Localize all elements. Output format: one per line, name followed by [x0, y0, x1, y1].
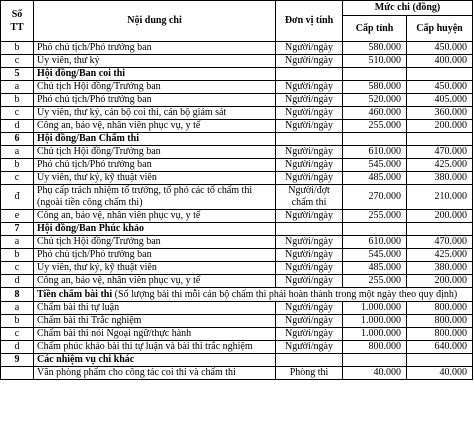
- section-title: [34, 288, 473, 302]
- header-level: Mức chi (đồng): [343, 1, 473, 16]
- row-stt: b: [1, 159, 34, 172]
- header-province: Cấp tỉnh: [343, 16, 407, 42]
- row-description: Công an, bảo vệ, nhân viên phục vụ, y tế: [34, 275, 276, 288]
- row-district: [407, 354, 473, 367]
- table-row: [1, 249, 473, 262]
- table-row: [1, 354, 473, 367]
- table-row: [1, 236, 473, 249]
- table-row: [1, 262, 473, 275]
- table-row: [1, 120, 473, 133]
- row-province: 1.000.000: [343, 315, 407, 328]
- row-unit: Người/ngày: [276, 341, 343, 354]
- row-district: 210.000: [407, 185, 473, 210]
- row-unit: Người/ngày: [276, 146, 343, 159]
- table-row: [1, 288, 473, 302]
- row-province: 800.000: [343, 341, 407, 354]
- row-province: 610.000: [343, 236, 407, 249]
- row-district: 640.000: [407, 341, 473, 354]
- table-row: [1, 159, 473, 172]
- row-stt: d: [1, 275, 34, 288]
- row-unit: Người/ngày: [276, 172, 343, 185]
- row-unit: [276, 223, 343, 236]
- table-row: [1, 133, 473, 146]
- row-province: 520.000: [343, 94, 407, 107]
- row-description: Chủ tịch Hội đồng/Trưởng ban: [34, 146, 276, 159]
- row-description: Ủy viên, thư ký, kỹ thuật viên: [34, 262, 276, 275]
- row-province: 255.000: [343, 210, 407, 223]
- row-stt: b: [1, 94, 34, 107]
- row-stt: c: [1, 107, 34, 120]
- row-description: Chấm bài thi tự luận: [34, 302, 276, 315]
- row-district: 380.000: [407, 172, 473, 185]
- table-row: [1, 328, 473, 341]
- section-title: Hội đồng/Ban Phúc khảo: [34, 223, 276, 236]
- row-district: [407, 223, 473, 236]
- row-unit: Người/ngày: [276, 159, 343, 172]
- row-province: 485.000: [343, 262, 407, 275]
- row-stt: 9: [1, 354, 34, 367]
- row-district: 470.000: [407, 146, 473, 159]
- row-unit: Người/ngày: [276, 328, 343, 341]
- row-province: 545.000: [343, 249, 407, 262]
- section-title-note: (Số lượng bài thi mỗi cán bộ chấm thi phải hoàn thành trong một ngày theo quy định): [112, 289, 458, 300]
- row-description: Ủy viên, thư ký, kỹ thuật viên: [34, 172, 276, 185]
- row-unit: Người/ngày: [276, 236, 343, 249]
- table-row: [1, 223, 473, 236]
- row-province: 460.000: [343, 107, 407, 120]
- row-unit: Người/ngày: [276, 302, 343, 315]
- row-description: Chủ tịch Hội đồng/Trưởng ban: [34, 236, 276, 249]
- row-province: 255.000: [343, 275, 407, 288]
- row-district: 425.000: [407, 249, 473, 262]
- row-district: 800.000: [407, 315, 473, 328]
- row-stt: b: [1, 42, 34, 55]
- row-district: 380.000: [407, 262, 473, 275]
- row-province: 510.000: [343, 55, 407, 68]
- section-title: Hội đồng/Ban Chấm thi: [34, 133, 276, 146]
- row-description: Phó chủ tịch/Phó trưởng ban: [34, 159, 276, 172]
- row-province: 580.000: [343, 42, 407, 55]
- row-stt: 5: [1, 68, 34, 81]
- row-district: 450.000: [407, 81, 473, 94]
- row-district: [407, 68, 473, 81]
- row-province: [343, 354, 407, 367]
- row-district: 200.000: [407, 120, 473, 133]
- row-description: Ủy viên, thư ký: [34, 55, 276, 68]
- row-district: 360.000: [407, 107, 473, 120]
- row-stt: c: [1, 55, 34, 68]
- row-district: 400.000: [407, 55, 473, 68]
- row-description: Chấm phúc khảo bài thi tự luận và bài thi trắc nghiệm: [34, 341, 276, 354]
- row-district: 800.000: [407, 302, 473, 315]
- header-district: Cấp huyện: [407, 16, 473, 42]
- row-description: Công an, bảo vệ, nhân viên phục vụ, y tế: [34, 120, 276, 133]
- row-unit: Người/ngày: [276, 120, 343, 133]
- table-row: [1, 42, 473, 55]
- row-province: 40.000: [343, 367, 407, 380]
- row-stt: a: [1, 236, 34, 249]
- row-stt: [1, 367, 34, 380]
- row-description: Phó chủ tịch/Phó trưởng ban: [34, 249, 276, 262]
- row-stt: e: [1, 210, 34, 223]
- header-unit: Đơn vị tính: [276, 1, 343, 42]
- row-stt: c: [1, 328, 34, 341]
- row-province: 580.000: [343, 81, 407, 94]
- row-unit: Người/ngày: [276, 42, 343, 55]
- row-stt: đ: [1, 185, 34, 210]
- table-body: [1, 42, 473, 380]
- row-province: [343, 68, 407, 81]
- row-province: [343, 133, 407, 146]
- table-row: [1, 94, 473, 107]
- row-district: 200.000: [407, 210, 473, 223]
- row-stt: b: [1, 249, 34, 262]
- table-row: [1, 302, 473, 315]
- row-province: 270.000: [343, 185, 407, 210]
- row-stt: 6: [1, 133, 34, 146]
- row-unit: Người/ngày: [276, 81, 343, 94]
- row-unit: Người/ngày: [276, 262, 343, 275]
- row-stt: c: [1, 262, 34, 275]
- section-title-bold: Tiền chấm bài thi: [37, 289, 113, 300]
- row-district: 405.000: [407, 94, 473, 107]
- row-province: [343, 223, 407, 236]
- row-district: 470.000: [407, 236, 473, 249]
- row-province: 545.000: [343, 159, 407, 172]
- row-stt: d: [1, 120, 34, 133]
- row-description: Ủy viên, thư ký, cán bộ coi thi, cán bộ giám sát: [34, 107, 276, 120]
- row-unit: Người/ngày: [276, 107, 343, 120]
- section-title: Hội đồng/Ban coi thi: [34, 68, 276, 81]
- row-stt: b: [1, 315, 34, 328]
- row-district: 800.000: [407, 328, 473, 341]
- header-content: Nội dung chi: [34, 1, 276, 42]
- row-stt: c: [1, 172, 34, 185]
- row-province: 255.000: [343, 120, 407, 133]
- table-row: [1, 315, 473, 328]
- row-stt: a: [1, 81, 34, 94]
- row-district: 40.000: [407, 367, 473, 380]
- row-district: 425.000: [407, 159, 473, 172]
- row-province: 1.000.000: [343, 328, 407, 341]
- row-description: Chấm bài thi nói Ngoại ngữ/thực hành: [34, 328, 276, 341]
- row-district: 200.000: [407, 275, 473, 288]
- row-province: 1.000.000: [343, 302, 407, 315]
- table-row: [1, 341, 473, 354]
- row-stt: a: [1, 146, 34, 159]
- row-description: Phó chủ tịch/Phó trưởng ban: [34, 42, 276, 55]
- row-unit: Người/ngày: [276, 55, 343, 68]
- row-unit: Người/ngày: [276, 249, 343, 262]
- row-description: Phụ cấp trách nhiệm tổ trưởng, tổ phó các tổ chấm thi (ngoài tiền công chấm thi): [34, 185, 276, 210]
- row-stt: d: [1, 341, 34, 354]
- row-unit: Người/ngày: [276, 210, 343, 223]
- table-row: [1, 55, 473, 68]
- table-row: [1, 172, 473, 185]
- row-district: 450.000: [407, 42, 473, 55]
- row-description: Văn phòng phẩm cho công tác coi thi và chấm thi: [34, 367, 276, 380]
- header-stt: Số TT: [1, 1, 34, 42]
- row-description: Chấm bài thi Trắc nghiệm: [34, 315, 276, 328]
- row-unit: Người/đợt chấm thi: [276, 185, 343, 210]
- table-row: [1, 367, 473, 380]
- row-unit: Người/ngày: [276, 315, 343, 328]
- row-province: 610.000: [343, 146, 407, 159]
- row-unit: [276, 354, 343, 367]
- row-district: [407, 133, 473, 146]
- table-row: [1, 146, 473, 159]
- row-unit: Phòng thi: [276, 367, 343, 380]
- table-row: [1, 68, 473, 81]
- row-stt: 7: [1, 223, 34, 236]
- table-row: [1, 275, 473, 288]
- table-row: [1, 185, 473, 210]
- row-stt: a: [1, 302, 34, 315]
- table-row: [1, 107, 473, 120]
- row-description: Chủ tịch Hội đồng/Trưởng ban: [34, 81, 276, 94]
- row-description: Công an, bảo vệ, nhân viên phục vụ, y tế: [34, 210, 276, 223]
- row-unit: [276, 68, 343, 81]
- section-title: Các nhiệm vụ chi khác: [34, 354, 276, 367]
- row-description: Phó chủ tịch/Phó trưởng ban: [34, 94, 276, 107]
- row-unit: Người/ngày: [276, 94, 343, 107]
- row-unit: [276, 133, 343, 146]
- table-row: [1, 81, 473, 94]
- row-stt: 8: [1, 288, 34, 302]
- row-unit: Người/ngày: [276, 275, 343, 288]
- table-row: [1, 210, 473, 223]
- row-province: 485.000: [343, 172, 407, 185]
